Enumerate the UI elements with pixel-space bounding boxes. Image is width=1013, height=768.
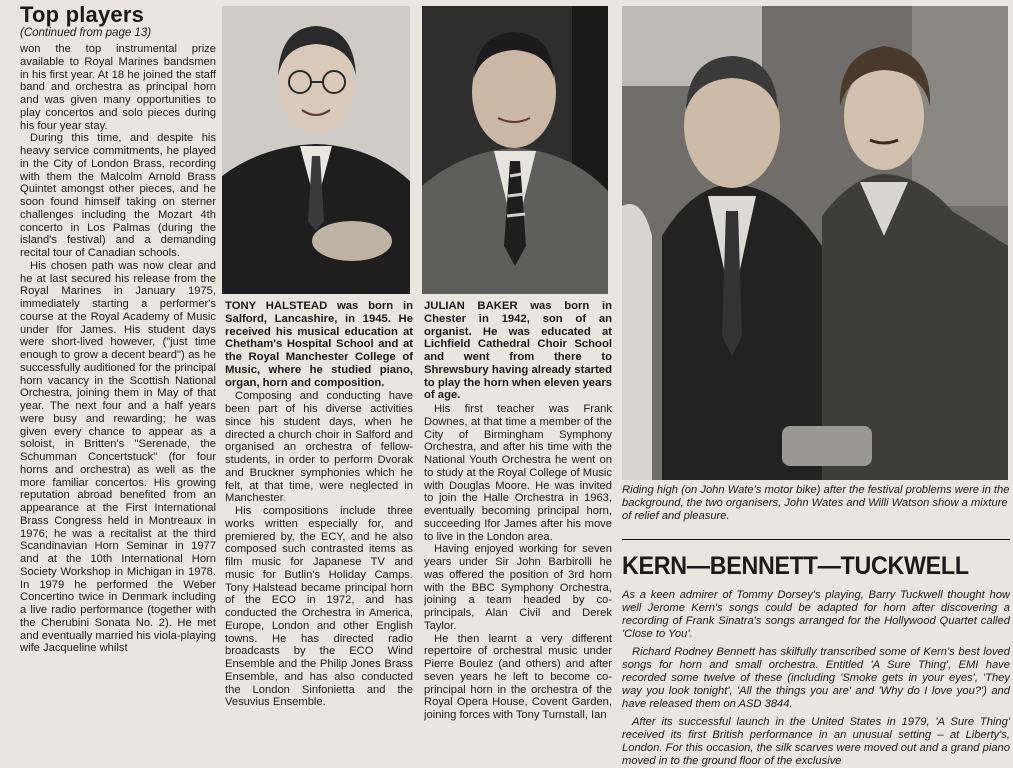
organisers-photo (622, 6, 1008, 480)
section-divider (622, 539, 1010, 540)
baker-body (424, 403, 612, 722)
organisers-illustration (622, 6, 1008, 480)
halstead-paragraph: Composing and conducting have been part of his diverse activities since his student days, when he directed a church choir in Salford and organised an orchestra of fellow-students, in order to perform Dvorak and Bruckner symphonies which he felt, at that time, were neglected in Manchester. (225, 390, 413, 505)
kern-paragraph: After its successful launch in the United States in 1979, 'A Sure Thing' received its first British performance in an unusual setting – at Liberty's, London. For this occasion, the silk scarves were moved out and a grand piano moved in to the ground floor of the exclusive (622, 716, 1010, 767)
baker-photo (422, 6, 608, 294)
halstead-paragraph: His compositions include three works written especially for, and premiered by, the ECY, and he also composed such contrasted items as film music for Japanese TV and music for Butlin's Holiday Camps. Tony Halstead became principal horn of the ECO in 1972, and has conducted the Orchestra in America, Europe, London and other English towns. He has directed radio broadcasts by the ECO Wind Ensemble and the Philip Jones Brass Ensemble, and has also conducted the London Sinfonietta and the Vesuvius Ensemble. (225, 505, 413, 709)
continued-note: (Continued from page 13) (20, 27, 152, 39)
halstead-photo (222, 6, 410, 294)
photo-caption: Riding high (on John Wate's motor bike) after the festival problems were in the background, the two organisers, John Wates and Willi Watson show a mixture of relief and pleasure. (622, 484, 1010, 522)
kern-headline: KERN—BENNETT—TUCKWELL (622, 552, 969, 580)
kern-paragraph: Richard Rodney Bennett has skilfully transcribed some of Kern's best loved songs for horn and small orchestra. Entitled 'A Sure Thing', EMI have recorded some twelve of these (including 'Smoke gets in your eyes', 'They way you look tonight', 'All the things you are' and 'Why do I love you?') and have released them on ASD 3844. (622, 646, 1010, 710)
baker-column (424, 300, 612, 768)
baker-paragraph: His first teacher was Frank Downes, at that time a member of the City of Birmingham Symphony Orchestra, and after his time with the National Youth Orchestra he went on to study at the Royal College of Music with Douglas Moore. He was invited to join the Halle Orchestra in 1963, eventually becoming principal horn, succeeding Ifor James after his move to live in the London area. (424, 403, 612, 543)
baker-paragraph: Having enjoyed working for seven years under Sir John Barbirolli he was offered the position of 3rd horn with the BBC Symphony Orchestra, joining a team headed by co-principals, Alan Civil and Derek Taylor. (424, 543, 612, 632)
halstead-column (225, 300, 413, 768)
halstead-portrait-illustration (222, 6, 410, 294)
halstead-body (225, 390, 413, 709)
article-column (20, 4, 216, 768)
article-paragraph: won the top instrumental prize available to Royal Marines bandsmen in his first year. At 18 he joined the staff band and orchestra as principal horn and was given many opportunities to play concertos and solo pieces during his four year stay. (20, 43, 216, 132)
kern-paragraph: As a keen admirer of Tommy Dorsey's playing, Barry Tuckwell thought how well Jerome Kern's songs could be adapted for horn after discovering a recording of Frank Sinatra's songs arranged for the Hollywood Quartet called 'Close to You'. (622, 589, 1010, 640)
kern-body (622, 589, 1010, 768)
article-paragraph: His chosen path was now clear and he at last secured his release from the Royal Marines in January 1975, immediately starting a performer's course at the Royal Academy of Music under Ifor James. His student days were short-lived however, ("just time enough to grow a decent beard") as he successfully auditioned for the principal horn vacancy in the Scottish National Orchestra, joining them in May of that year. The next four and a half years were busy and rewarding; he was given every chance to appear as a soloist, in Britten's "Serenade, the Schumman Concertstuck" (for four horns and orchestra) as well as the more familiar concertos. His growing reputation abroad benefited from an appearance at the First International Brass Congress held in Montreaux in 1976; he was a recitalist at the third Scandinavian Horn Seminar in 1977 and at the 10th International Horn Society Workshop in Michigan in 1978. In 1979 he performed the Weber Concertino twice in Denmark including a live radio performance (together with the Cherubini Sonata No. 2). He met and eventually married his viola-playing wife Jacqueline whilst (20, 259, 216, 655)
article-paragraph: During this time, and despite his heavy service commitments, he played in the City of London Brass, recording with them the Malcolm Arnold Brass Quintet amongst other pieces, and he soon found himself taking on sterner challenges including the Mozart 4th concerto in Los Palmas (during the island's festival) and a demanding recital tour of Canadian schools. (20, 132, 216, 259)
baker-paragraph: He then learnt a very different repertoire of orchestral music under Pierre Boulez (and others) and after seven years he left to become co-principal horn in the orchestra of the Royal Opera House, Covent Garden, joining forces with Tony Turnstall, Ian (424, 632, 612, 721)
right-column (622, 484, 1010, 768)
baker-intro: JULIAN BAKER was born in Chester in 1942, son of an organist. He was educated at Lichfield Cathedral Choir School and went from there to Shrewsbury having already started to play the horn when eleven years of age. (424, 300, 612, 402)
article-title: Top players (20, 4, 145, 27)
halstead-intro: TONY HALSTEAD was born in Salford, Lancashire, in 1945. He received his musical education at Chetham's Hospital School and at the Royal Manchester College of Music, where he studied piano, organ, horn and composition. (225, 300, 413, 389)
baker-portrait-illustration (422, 6, 608, 294)
article-body (20, 43, 216, 655)
